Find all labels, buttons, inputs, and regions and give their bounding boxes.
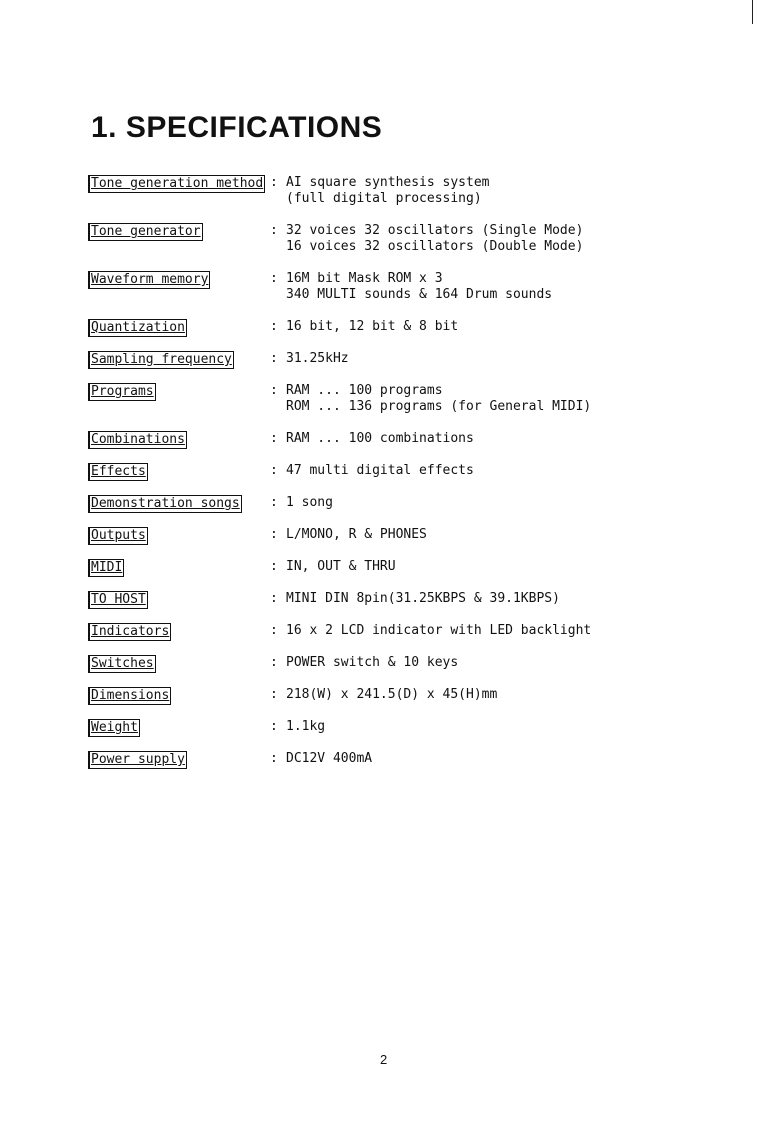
spec-label xyxy=(88,351,234,369)
spec-values xyxy=(286,271,552,303)
spec-values xyxy=(286,175,490,207)
spec-value-line: 31.25kHz xyxy=(286,351,349,366)
spec-values xyxy=(286,319,458,335)
spec-label xyxy=(88,751,187,769)
page-edge-mark xyxy=(752,0,753,24)
spec-values xyxy=(286,527,427,543)
spec-label xyxy=(88,527,148,545)
spec-value-line: 32 voices 32 oscillators (Single Mode) xyxy=(286,223,584,238)
spec-colon: : xyxy=(270,751,278,766)
spec-label xyxy=(88,495,242,513)
spec-values xyxy=(286,383,591,415)
spec-label xyxy=(88,687,171,705)
spec-label-text: TO HOST xyxy=(88,591,148,609)
spec-label-text: Dimensions xyxy=(88,687,171,705)
spec-colon: : xyxy=(270,351,278,366)
spec-colon: : xyxy=(270,175,278,190)
spec-value-line: L/MONO, R & PHONES xyxy=(286,527,427,542)
spec-value-line: (full digital processing) xyxy=(286,191,482,206)
spec-values xyxy=(286,591,560,607)
spec-label xyxy=(88,319,187,337)
spec-label-text: Combinations xyxy=(88,431,187,449)
spec-value-line: IN, OUT & THRU xyxy=(286,559,396,574)
spec-colon: : xyxy=(270,463,278,478)
spec-values xyxy=(286,559,396,575)
spec-label-text: Waveform memory xyxy=(88,271,210,289)
spec-label xyxy=(88,223,203,241)
spec-value-line: 16 x 2 LCD indicator with LED backlight xyxy=(286,623,592,638)
spec-label-text: Switches xyxy=(88,655,156,673)
spec-values xyxy=(286,655,458,671)
spec-colon: : xyxy=(270,687,278,702)
spec-label-text: Quantization xyxy=(88,319,187,337)
spec-label-text: Indicators xyxy=(88,623,171,641)
spec-label xyxy=(88,719,140,737)
spec-label xyxy=(88,559,124,577)
spec-colon: : xyxy=(270,655,278,670)
spec-label-text: Tone generator xyxy=(88,223,203,241)
spec-label xyxy=(88,463,148,481)
spec-value-line: RAM ... 100 programs xyxy=(286,383,443,398)
spec-label-text: Sampling frequency xyxy=(88,351,234,369)
spec-value-line: 16 voices 32 oscillators (Double Mode) xyxy=(286,239,584,254)
spec-label-text: Programs xyxy=(88,383,156,401)
spec-colon: : xyxy=(270,591,278,606)
spec-label xyxy=(88,655,156,673)
spec-label xyxy=(88,383,156,401)
spec-colon: : xyxy=(270,623,278,638)
spec-value-line: 1.1kg xyxy=(286,719,326,734)
spec-label-text: Effects xyxy=(88,463,148,481)
spec-colon: : xyxy=(270,719,278,734)
spec-colon: : xyxy=(270,319,278,334)
spec-colon: : xyxy=(270,383,278,398)
spec-label xyxy=(88,591,148,609)
spec-value-line: 218(W) x 241.5(D) x 45(H)mm xyxy=(286,687,498,702)
spec-label xyxy=(88,175,265,193)
spec-label xyxy=(88,431,187,449)
spec-value-line: 16 bit, 12 bit & 8 bit xyxy=(286,319,459,334)
spec-value-line: ROM ... 136 programs (for General MIDI) xyxy=(286,399,592,414)
spec-label xyxy=(88,623,171,641)
spec-colon: : xyxy=(270,271,278,286)
spec-label-text: Power supply xyxy=(88,751,187,769)
spec-colon: : xyxy=(270,431,278,446)
spec-value-line: POWER switch & 10 keys xyxy=(286,655,459,670)
spec-colon: : xyxy=(270,527,278,542)
spec-value-line: MINI DIN 8pin(31.25KBPS & 39.1KBPS) xyxy=(286,591,560,606)
spec-value-line: DC12V 400mA xyxy=(286,751,373,766)
spec-values xyxy=(286,431,474,447)
spec-value-line: 340 MULTI sounds & 164 Drum sounds xyxy=(286,287,553,302)
spec-value-line: 47 multi digital effects xyxy=(286,463,474,478)
spec-values xyxy=(286,463,474,479)
page-title: 1. SPECIFICATIONS xyxy=(91,111,383,144)
spec-value-line: AI square synthesis system xyxy=(286,175,490,190)
spec-label-text: Tone generation method xyxy=(88,175,265,193)
spec-colon: : xyxy=(270,223,278,238)
spec-label-text: Outputs xyxy=(88,527,148,545)
spec-label-text: Weight xyxy=(88,719,140,737)
spec-values xyxy=(286,495,333,511)
spec-label-text: Demonstration songs xyxy=(88,495,242,513)
spec-values xyxy=(286,351,349,367)
spec-label xyxy=(88,271,210,289)
page-number: 2 xyxy=(380,1052,388,1067)
spec-values xyxy=(286,719,325,735)
spec-values xyxy=(286,687,497,703)
spec-values xyxy=(286,751,372,767)
spec-values xyxy=(286,223,583,255)
spec-value-line: 16M bit Mask ROM x 3 xyxy=(286,271,443,286)
spec-value-line: 1 song xyxy=(286,495,333,510)
spec-colon: : xyxy=(270,559,278,574)
spec-value-line: RAM ... 100 combinations xyxy=(286,431,474,446)
spec-label-text: MIDI xyxy=(88,559,124,577)
spec-colon: : xyxy=(270,495,278,510)
spec-values xyxy=(286,623,591,639)
